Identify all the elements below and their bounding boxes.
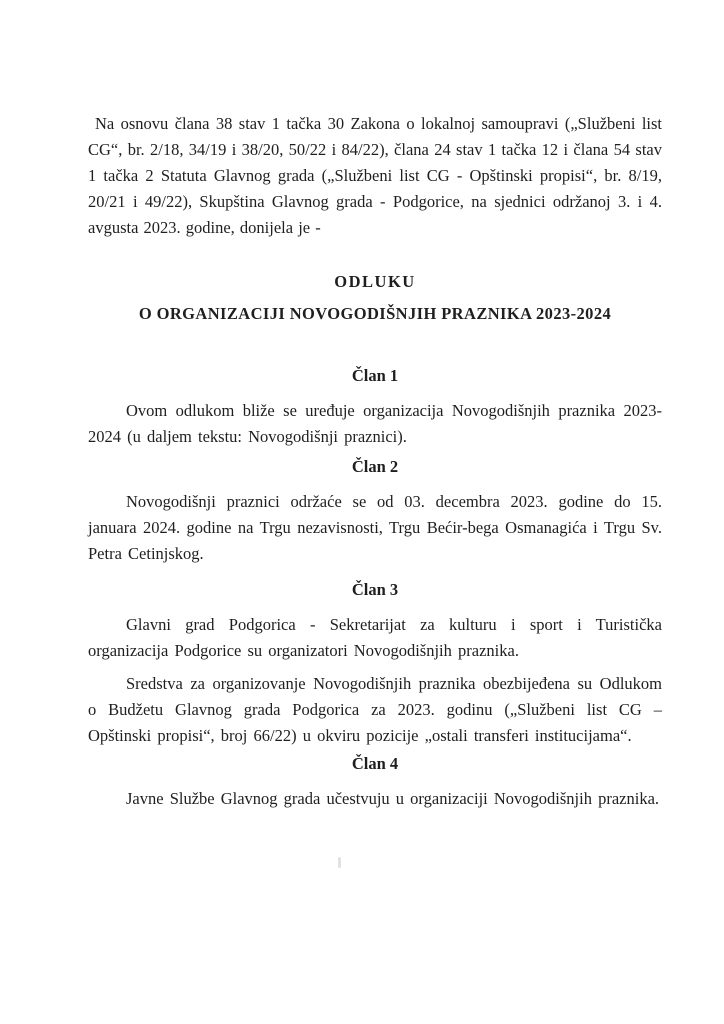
article-2-paragraph: Novogodišnji praznici održaće se od 03. decembra 2023. godine do 15. januara 2024. godine na Trgu nezavisnosti, Trgu Bećir-bega Osmanagića i Trgu Sv. Petra Cetinjskog.	[88, 492, 662, 563]
article-3	[88, 577, 662, 749]
article-4	[88, 751, 662, 812]
scan-artifact-speck	[338, 857, 341, 868]
article-1	[88, 363, 662, 450]
article-4-heading: Član 4	[351, 754, 399, 773]
article-3-paragraph-1: Glavni grad Podgorica - Sekretarijat za kulturu i sport i Turistička organizacija Podgorice su organizatori Novogodišnjih praznika.	[88, 615, 662, 660]
article-1-heading: Član 1	[351, 366, 399, 385]
document-title: ODLUKU	[334, 272, 416, 291]
document-subtitle: O ORGANIZACIJI NOVOGODIŠNJIH PRAZNIKA 2023-2024	[138, 304, 612, 323]
article-2	[88, 454, 662, 567]
article-2-heading: Član 2	[351, 457, 399, 476]
article-1-paragraph: Ovom odlukom bliže se uređuje organizacija Novogodišnjih praznika 2023-2024 (u daljem tekstu: Novogodišnji praznici).	[88, 401, 662, 446]
article-3-heading: Član 3	[351, 580, 399, 599]
article-3-paragraph-2: Sredstva za organizovanje Novogodišnjih praznika obezbijeđena su Odlukom o Budžetu Glavnog grada Podgorica za 2023. godinu („Službeni list CG – Opštinski propisi“, broj 66/22) u okviru pozicije „ostali transferi institucijama“.	[88, 674, 662, 745]
article-4-paragraph: Javne Službe Glavnog grada učestvuju u organizaciji Novogodišnjih praznika.	[126, 789, 660, 808]
preamble-paragraph: Na osnovu člana 38 stav 1 tačka 30 Zakona o lokalnoj samoupravi („Službeni list CG“, br. 2/18, 34/19 i 38/20, 50/22 i 84/22), člana 24 stav 1 tačka 12 i člana 54 stav 1 tačka 2 Statuta Glavnog grada („Službeni list CG - Opštinski propisi“, br. 8/19, 20/21 i 49/22), Skupština Glavnog grada - Podgorice, na sjednici održanoj 3. i 4. avgusta 2023. godine, donijela je -	[88, 114, 662, 237]
